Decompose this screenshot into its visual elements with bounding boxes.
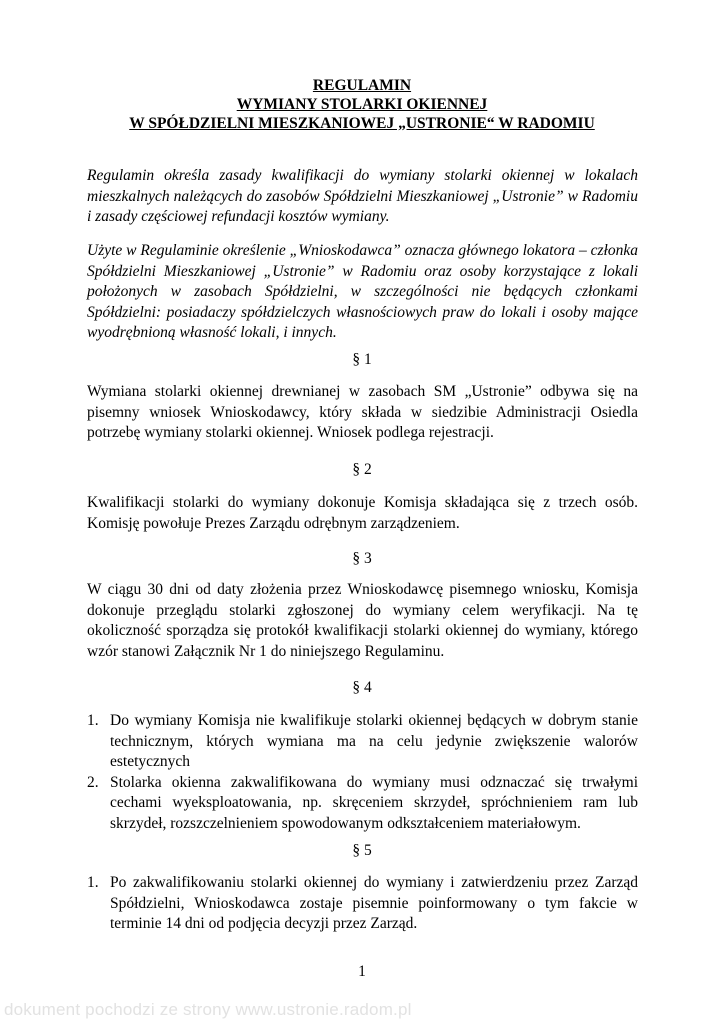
title-line-1: REGULAMIN: [312, 77, 412, 94]
list-item-text: Do wymiany Komisja nie kwalifikuje stolarki okiennej będących w dobrym stanie technicznym, których wymiana ma na celu jedynie zwiększenie walorów estetycznych: [110, 712, 638, 770]
list-item-text: Po zakwalifikowaniu stolarki okiennej do wymiany i zatwierdzeniu przez Zarząd Spółdzielni, Wnioskodawca zostaje pisemnie poinformowany o tym fakcie w terminie 14 dni od podjęcia decyzji przez Zarząd.: [110, 874, 638, 932]
section-sign-2: § 2: [352, 461, 372, 478]
section-sign-1: § 1: [352, 351, 372, 368]
list-item: [87, 873, 638, 935]
section-sign-4: § 4: [352, 679, 372, 696]
footer-watermark: dokument pochodzi ze strony www.ustronie.radom.pl: [4, 1000, 412, 1019]
section-2-text: Kwalifikacji stolarki do wymiany dokonuje Komisja składająca się z trzech osób. Komisję powołuje Prezes Zarządu odrębnym zarządzeniem.: [87, 494, 638, 532]
list-item-text: Stolarka okienna zakwalifikowana do wymiany musi odznaczać się trwałymi cechami wyeksploatowania, np. skręceniem skrzydeł, spróchnieniem ram lub skrzydeł, rozszczelnieniem spowodowanym odkształceniem materiałowym.: [110, 773, 638, 832]
intro-paragraph-2: Użyte w Regulaminie określenie „Wnioskodawca” oznacza głównego lokatora – członka Spółdzielni Mieszkaniowej „Ustronie” w Radomiu oraz osoby korzystające z lokali położonych w zasobach Spółdzielni, w szczególności nie będących członkami Spółdzielni: posiadaczy spółdzielczych własnościowych praw do lokali i osoby mające wyodrębnioną własność lokali, i innych.: [87, 242, 638, 341]
list-item: [87, 773, 638, 835]
list-item-number: 1.: [87, 712, 99, 729]
document-title: [0, 76, 724, 133]
list-item-number: 2.: [87, 773, 99, 791]
intro-paragraph-1: Regulamin określa zasady kwalifikacji do wymiany stolarki okiennej w lokalach mieszkalnych należących do zasobów Spółdzielni Mieszkaniowej „Ustronie” w Radomiu i zasady częściowej refundacji kosztów wymiany.: [87, 167, 638, 225]
section-3-text: W ciągu 30 dni od daty złożenia przez Wnioskodawcę pisemnego wniosku, Komisja dokonuje przeglądu stolarki zgłoszonej do wymiany celem weryfikacji. Na tę okoliczność sporządza się protokół kwalifikacji stolarki okiennej do wymiany, którego wzór stanowi Załącznik Nr 1 do niniejszego Regulaminu.: [87, 581, 638, 660]
section-sign-3: § 3: [352, 550, 372, 567]
list-item: [87, 711, 638, 773]
section-1-text: Wymiana stolarki okiennej drewnianej w zasobach SM „Ustronie” odbywa się na pisemny wniosek Wnioskodawcy, który składa w siedzibie Administracji Osiedla potrzebę wymiany stolarki okiennej. Wniosek podlega rejestracji.: [87, 383, 638, 441]
page-number: 1: [358, 963, 366, 980]
list-item-number: 1.: [87, 874, 99, 891]
section-4-list: [87, 711, 638, 834]
title-line-3: W SPÓŁDZIELNI MIESZKANIOWEJ „USTRONIE“ W RADOMIU: [129, 115, 595, 132]
title-line-2: WYMIANY STOLARKI OKIENNEJ: [236, 96, 488, 113]
section-5-list: [87, 873, 638, 935]
section-sign-5: § 5: [352, 842, 372, 859]
